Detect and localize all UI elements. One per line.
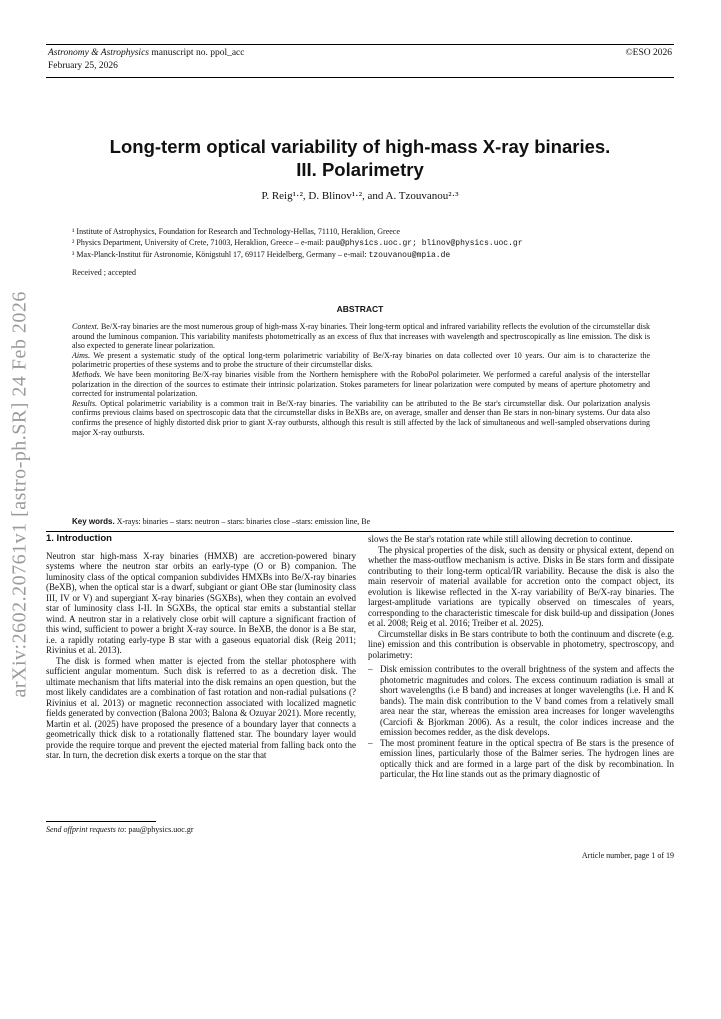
- affiliations: [72, 226, 523, 261]
- abstract-methods: Methods. We have been monitoring Be/X-ray binaries visible from the Northern hemisphere with the RoboPol polarimeter. We performed a careful analysis of the interstellar polarization in the direction of the sources to estimate their intrinsic polarization. Stokes parameters for linear polarization were computed by means of aperture photometry and corrected for instrumental polarization.: [72, 369, 650, 399]
- page-number: Article number, page 1 of 19: [581, 851, 674, 860]
- paragraph: The physical properties of the disk, such as density or physical extent, depend on whether the mass-outflow mechanism is active. Disks in Be stars form and dissipate contributing to their long-term optical/IR variability. Because the disk is also the main reservoir of material available for accretion onto the compact object, its evolution is likewise reflected in the X-ray variability of Be/X-ray binaries. The largest-amplitude variations are typically observed on timescales of years, corresponding to the characteristic timescale for disk build-up and dissipation (Jones et al. 2008; Reig et al. 2016; Treiber et al. 2025).: [368, 544, 674, 628]
- right-column: [368, 534, 674, 780]
- email-2[interactable]: tzouvanou@mpia.de: [368, 251, 451, 260]
- journal-name: Astronomy & Astrophysics: [48, 48, 149, 58]
- list-item: – Disk emission contributes to the overall brightness of the system and affects the photometric magnitudes and colors. The excess continuum radiation is small at short wavelengths (i.e B band) and increases at longer wavelengths (i.e. H and K bands). The main disk contribution to the V band comes from a relatively small area near the star, whereas the emission area increases for longer wavelengths (Carciofi & Bjorkman 2006). As a result, the color indices increase and the emission becomes redder, as the disk develops.: [368, 664, 674, 738]
- abstract-context: Context. Be/X-ray binaries are the most numerous group of high-mass X-ray binaries. Their long-term optical and infrared variability reflects the evolution of the circumstellar disk around the luminous companion. This variability manifests photometrically as an excess of flux that increases with wavelength and spectroscopically as line emission. The disk is also expected to generate linear polarization.: [72, 322, 650, 351]
- affiliation-3: ³ Max-Planck-Institut für Astronomie, Königstuhl 17, 69117 Heidelberg, Germany – e-mail: tzouvanou@mpia.de: [72, 250, 451, 260]
- footnote: Send offprint requests to: pau@physics.uoc.gr: [46, 825, 194, 834]
- affiliation-1: ¹ Institute of Astrophysics, Foundation for Research and Technology-Hellas, 71110, Heraklion, Greece: [72, 227, 400, 236]
- journal-line: [48, 48, 245, 58]
- email-1[interactable]: pau@physics.uoc.gr; blinov@physics.uoc.gr: [325, 239, 523, 248]
- running-header: [46, 44, 674, 78]
- received-line: Received ; accepted: [72, 268, 136, 277]
- abstract-aims: Aims. We present a systematic study of the optical long-term polarimetric variability of Be/X-ray binaries on data collected over 10 years. Our aim is to characterize the polarimetric properties of these systems and to probe the structure of their circumstellar disks.: [72, 350, 650, 370]
- paragraph: The disk is formed when matter is ejected from the stellar photosphere with sufficient angular momentum. Such disk is referred to as a decretion disk. The ultimate mechanism that lifts material into the disk remains an open question, but the most likely candidates are a combination of fast rotation and non-radial pulsations (?Rivinius et al. 2013) or magnetic reconnection associated with localized magnetic fields generated by convection (Balona 2003; Balona & Ozuyar 2021). More recently, Martin et al. (2025) have proposed the presence of a boundary layer that connects a geometrically thick disk to a rotationally flattened star. The boundary layer would provide the require torque and prevent the ejected material from falling back onto the star. In turn, the decretion disk exerts a torque on the star that: [46, 655, 356, 760]
- keywords-text: X-rays: binaries – stars: neutron – stars: binaries close –stars: emission line, Be: [116, 517, 371, 526]
- paper-title: [46, 135, 674, 181]
- paragraph: Circumstellar disks in Be stars contribute to both the continuum and discrete (e.g. line) emission and this contribution is observable in photometry, spectroscopy, and polarimetry:: [368, 628, 674, 660]
- paragraph: Neutron star high-mass X-ray binaries (HMXB) are accretion-powered binary systems where the neutron star orbits an early-type (O or B) companion. The luminosity class of the optical companion subdivides HMXBs into Be/X-ray binaries (BeXB), when the optical star is a dwarf, subgiant or giant OBe star (luminosity class III, IV or V) and supergiant X-ray binaries (SGXBs), when they contain an evolved star of luminosity class I-II. In SGXBs, the optical star emits a substantial stellar wind. A neutron star in a relatively close orbit will capture a significant fraction of this wind, sufficient to power a bright X-ray source. In BeXB, the donor is a Be star, i.e. a rapidly rotating early-type B star with a gaseous equatorial disk (Reig 2011; Rivinius et al. 2013).: [46, 550, 356, 655]
- manuscript-id: manuscript no. ppol_acc: [151, 48, 245, 58]
- keywords-label: Key words.: [72, 517, 115, 526]
- section-title: 1. Introduction: [46, 533, 112, 544]
- copyright: ©ESO 2026: [625, 48, 672, 58]
- abstract-results: Results. Optical polarimetric variability is a common trait in Be/X-ray binaries. The variability can be attributed to the Be star's circumstellar disk. Our polarization analysis confirms previous claims based on spectroscopic data that the circumstellar disks in BeXBs are, on average, smaller and denser than Be stars in non-binary systems. Our data also confirms the presence of highly distorted disk prior to giant X-ray outbursts, although this result is still affected by the lack of simultaneous and well-sampled observations during major X-ray outbursts.: [72, 398, 650, 437]
- list-item: – The most prominent feature in the optical spectra of Be stars is the presence of emission lines, particularly those of the Balmer series. The hydrogen lines are optically thick and are formed in a large part of the disk by recombination. In particular, the Hα line stands out as the primary diagnostic of: [368, 738, 674, 780]
- affiliation-2: ² Physics Department, University of Crete, 71003, Heraklion, Greece – e-mail: pau@physics.uoc.gr; blinov@physics.uoc.gr: [72, 238, 523, 248]
- keywords: [72, 517, 370, 526]
- bullet-list: [368, 664, 674, 780]
- arxiv-stamp: arXiv:2602.20761v1 [astro-ph.SR] 24 Feb 2026: [8, 291, 31, 698]
- abstract: [72, 322, 650, 437]
- paragraph: slows the Be star's rotation rate while still allowing decretion to continue.: [368, 534, 633, 544]
- title-line-1: Long-term optical variability of high-mass X-ray binaries.: [109, 136, 611, 157]
- abstract-title: ABSTRACT: [336, 304, 384, 314]
- footnote-rule: [46, 821, 156, 822]
- left-column: [46, 534, 356, 761]
- authors: P. Reig¹·², D. Blinov¹·², and A. Tzouvanou²·³: [261, 190, 459, 202]
- header-date: February 25, 2026: [48, 61, 118, 71]
- divider: [46, 531, 674, 532]
- title-line-2: III. Polarimetry: [296, 159, 424, 180]
